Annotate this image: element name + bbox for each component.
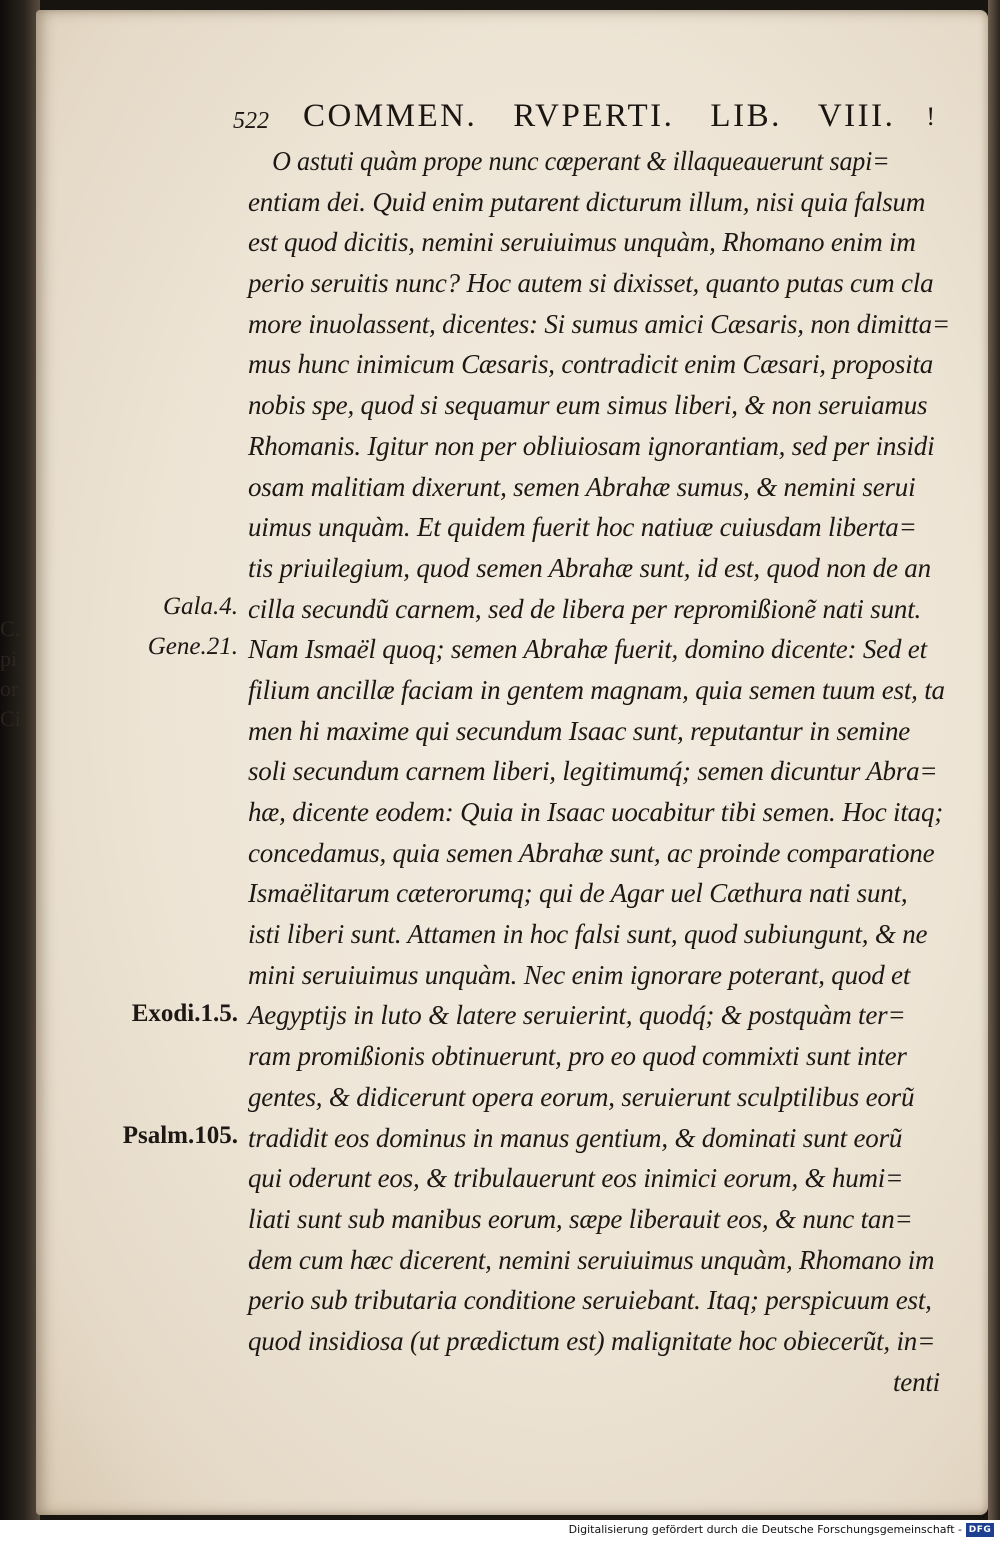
text-line: osam malitiam dixerunt, semen Abrahæ sumus, & nemini serui xyxy=(248,471,916,502)
text-line: quod insidiosa (ut prædictum est) malignitate hoc obiecerũt, in= xyxy=(248,1325,936,1356)
text-line: hæ, dicente eodem: Quia in Isaac uocabitur tibi semen. Hoc itaq; xyxy=(248,797,944,827)
text-line: Nam Ismaël quoq; semen Abrahæ fuerit, domino dicente: Sed et xyxy=(248,634,927,665)
running-head xyxy=(303,98,895,135)
text-line: Rhomanis. Igitur non per obliuiosam ignorantiam, sed per insidi xyxy=(248,430,935,461)
bleed-through-text xyxy=(0,614,24,774)
bleed-line: Ci xyxy=(0,706,21,731)
dfg-logo: DFG xyxy=(966,1523,994,1537)
text-line: more inuolassent, dicentes: Si sumus amici Cæsaris, non dimitta= xyxy=(248,308,950,339)
text-line: gentes, & didicerunt opera eorum, seruierunt sculptilibus eorũ xyxy=(248,1081,915,1112)
running-head-word: LIB. xyxy=(710,98,782,134)
margin-note: Exodi.1.5. xyxy=(131,999,238,1027)
text-line: liati sunt sub manibus eorum, sæpe liberauit eos, & nunc tan= xyxy=(248,1203,913,1234)
text-line: men hi maxime qui secundum Isaac sunt, reputantur in semine xyxy=(248,715,911,746)
text-line: mus hunc inimicum Cæsaris, contradicit enim Cæsari, proposita xyxy=(248,349,934,380)
text-line: nobis spe, quod si sequamur eum simus liberi, & non seruiamus xyxy=(248,390,928,421)
text-line: Aegyptijs in luto & latere seruierint, quodq́; & postquàm ter= xyxy=(248,1000,906,1031)
running-head-word: COMMEN. xyxy=(303,98,478,134)
footer-credit: Digitalisierung gefördert durch die Deutsche Forschungsgemeinschaft - xyxy=(568,1523,962,1536)
running-head-word: RVPERTI. xyxy=(513,98,675,134)
text-line: filium ancillæ faciam in gentem magnam, quia semen tuum est, ta xyxy=(248,674,945,705)
text-line: mini seruiuimus unquàm. Nec enim ignorare poterant, quod et xyxy=(248,959,911,990)
text-line: soli secundum carnem liberi, legitimumq́; semen dicuntur Abra= xyxy=(248,756,938,787)
text-line: cilla secundũ carnem, sed de libera per repromißionẽ nati sunt. xyxy=(248,593,922,624)
text-line: qui oderunt eos, & tribulauerunt eos inimici eorum, & humi= xyxy=(248,1163,904,1194)
text-line: Ismaëlitarum cæterorumq; qui de Agar uel Cæthura nati sunt, xyxy=(248,878,908,909)
header-mark: ! xyxy=(926,102,935,131)
text-line: est quod dicitis, nemini seruiuimus unquàm, Rhomano enim im xyxy=(248,227,916,258)
text-line: ram promißionis obtinuerunt, pro eo quod commixti sunt inter xyxy=(248,1041,907,1072)
bleed-line: pi xyxy=(0,646,18,671)
page-edge xyxy=(988,0,1000,1520)
page-header xyxy=(233,98,943,142)
margin-note: Psalm.105. xyxy=(122,1121,238,1149)
text-line: perio seruitis nunc? Hoc autem si dixisset, quanto putas cum cla xyxy=(248,268,934,299)
margin-note: Gene.21. xyxy=(147,633,238,661)
text-line: tradidit eos dominus in manus gentium, & dominati sunt eorũ xyxy=(248,1122,903,1153)
footer-bar xyxy=(0,1520,1000,1541)
text-line: isti liberi sunt. Attamen in hoc falsi sunt, quod subiungunt, & ne xyxy=(248,919,928,950)
catchword: tenti xyxy=(893,1366,940,1397)
text-line: perio sub tributaria conditione seruiebant. Itaq; perspicuum est, xyxy=(248,1285,932,1316)
bleed-line: C. xyxy=(0,616,21,641)
page-number: 522 xyxy=(233,108,269,134)
margin-note: Gala.4. xyxy=(163,592,238,620)
text-line: uimus unquàm. Et quidem fuerit hoc natiuæ cuiusdam liberta= xyxy=(248,512,917,543)
body-text xyxy=(248,141,948,1402)
text-line: entiam dei. Quid enim putarent dicturum illum, nisi quia falsum xyxy=(248,186,926,217)
text-line: dem cum hæc dicerent, nemini seruiuimus unquàm, Rhomano im xyxy=(248,1244,935,1275)
bleed-line: or xyxy=(0,676,19,701)
text-line: tis priuilegium, quod semen Abrahæ sunt, id est, quod non de an xyxy=(248,552,931,583)
running-head-word: VIII. xyxy=(817,98,896,134)
text-line: O astuti quàm prope nunc cœperant & illaqueauerunt sapi= xyxy=(272,146,890,176)
text-line: concedamus, quia semen Abrahæ sunt, ac proinde comparatione xyxy=(248,837,935,868)
